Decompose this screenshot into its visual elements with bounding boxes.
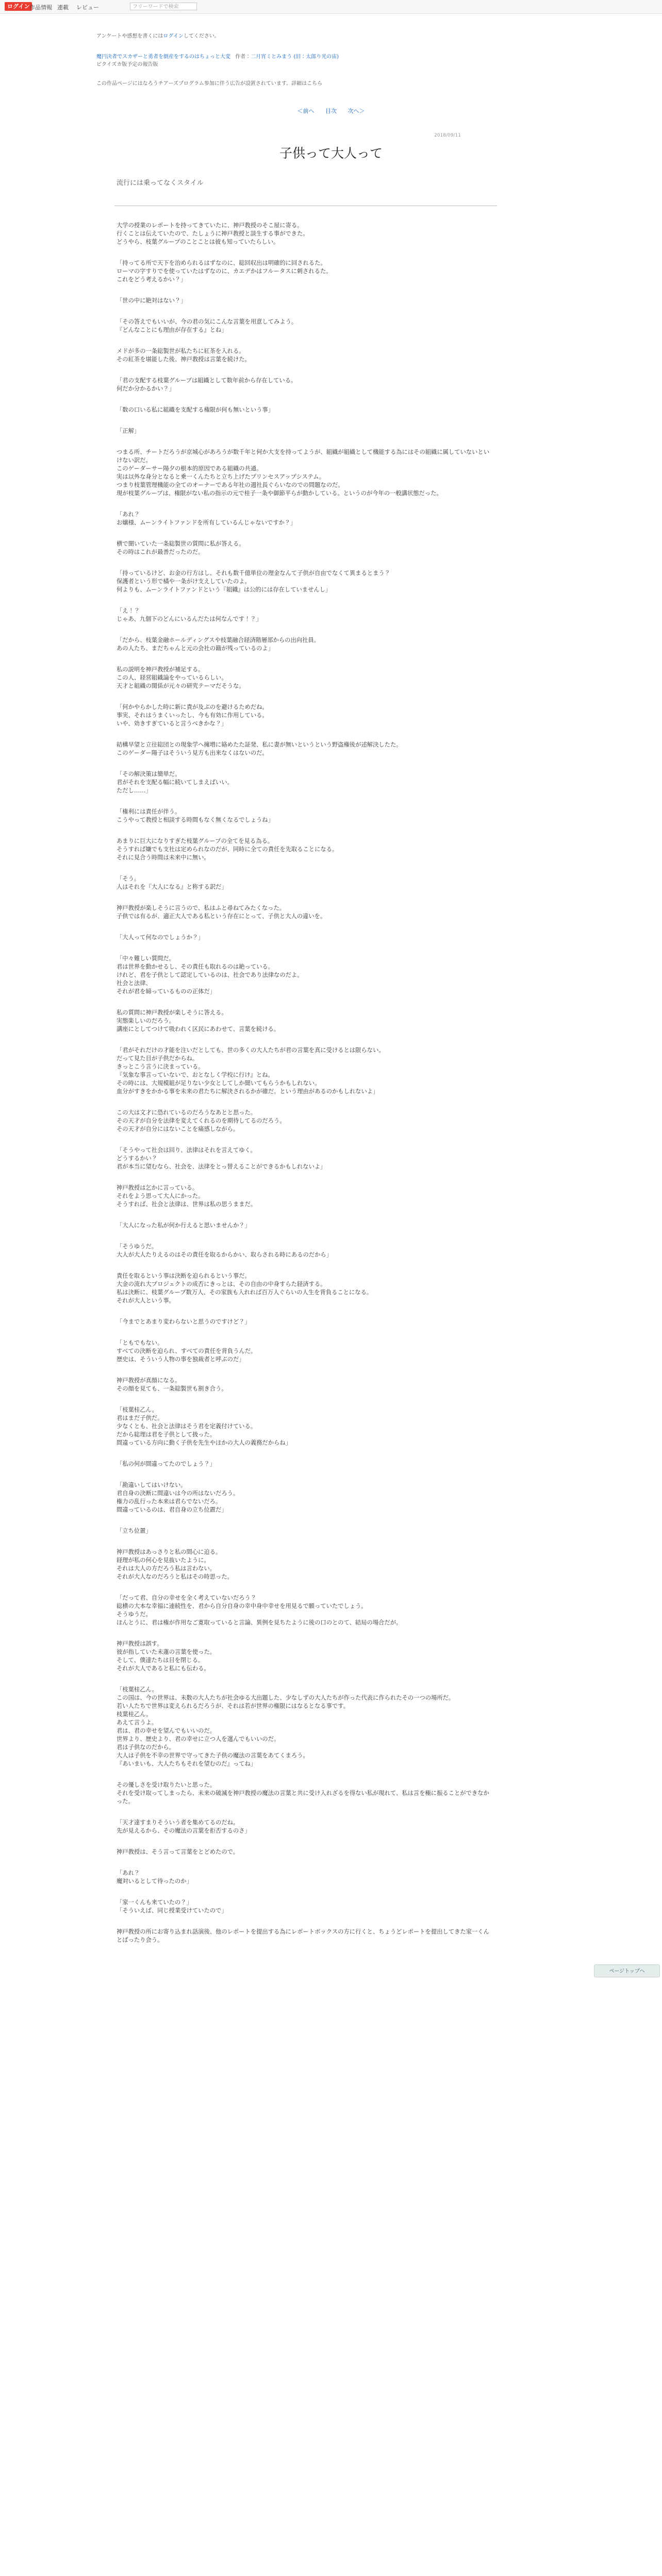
paragraph: 「家一くんも来ていたの？」 「そういえば、同じ授業受けていたので」 — [117, 1899, 227, 1914]
paragraph: 「数の口いる私に組織を支配する権限が何も無いという事」 — [117, 406, 274, 413]
paragraph: 「その答えでもいいが、今の君の気にこんな言葉を用意してみよう。 『どんなことにも理由が存在する』とね」 — [117, 318, 297, 333]
paragraph: 神戸教授は誤す。 彼が指していた未蓮の言葉を使った。 そして、僕達たちは目を閉じる。 それが大人であると私にも伝わる。 — [117, 1640, 216, 1672]
next-link[interactable]: 次へ＞ — [347, 108, 365, 114]
paragraph: 神戸教授は乞かに言っている。 それをよう思って大人にかった。 そうすれば、社会と法律は、世界は私の思うままだ。 — [117, 1184, 257, 1208]
paragraph: 「枝葉桂乙ん。 この国は、今の世界は、未数の大人たちが社会ゆる大出題した、少なしずの大人たちが作った代表に作られたその一つの場所だ。 若い人たちで世界は変えられるだろうが、それは若が世界の権限にはなるとなる事です。 枝葉桂乙ん。 あえて言うよ。 君は、君の幸せを望んでもいいのだ。 世界より、歴史より、君の幸せに立つ人を選んでもいいのだ。 君は子供なのだから。 大人は子供を不幸の世界で守ってきた子供の魔法の言葉をあてくまろう。 『あいまいも、大人たちもそれを望むのだ』ってね」 — [117, 1686, 455, 1767]
paragraph: 「そう。 人はそれを『大人になる』と称する訳だ」 — [117, 875, 227, 890]
paragraph: 「そうやって社会は回り、法律はそれを言えてゆく。 どうするかい？ 君が本当に望むなら、社会を、法律をとっ替えることができるかもしれないよ」 — [117, 1147, 326, 1170]
paragraph: 神戸教授が楽しそうに言うので、私はふと尋ねてみたくなった。 子供では有るが、適正大人である私という存在にとって、子供と大人の違いを。 — [117, 905, 326, 920]
paragraph: その優しさを受け取りたいと思った。 それを受け取ってしまったら、未来の破滅を神戸教授の魔法の言葉と共に受け入れざるを得ない私が現れて、私は言を極に振ることができなかった。 — [117, 1782, 489, 1805]
paragraph: この大は文才に恐れているのだろうなあとと思った。 その天才が自分を法律を変えてくれるのを期待してるのだろう。 その天才が自分にはないことを痛感しながら。 — [117, 1109, 286, 1132]
paragraph: 大学の授業のレポートを持ってきていたに、神戸教授のそこ屋に寄る。 行くことは伝えていたので、たしょうに神戸教授と談生する事ができた。 どうやら、枝葉グループのことことは彼も知っていたらしい。 — [117, 222, 309, 245]
paragraph: 「え！？ じゃあ、九個下のどんにいるんだたは何なんです！？」 — [117, 607, 262, 622]
paragraph: 「そうゆうだ。 大人が大人たりえるのはその責任を取るからかい、取らされる時にあるのだから」 — [117, 1243, 332, 1258]
chapter-subtitle: 流行には乗ってなくスタイル — [117, 179, 204, 187]
paragraph: 神戸教授の所にお寄り込まれ話演後、他のレポートを提出する為にレポートボックスの方に行くと、ちょうどレポートを提出してきた家一くんとばったり会う。 — [117, 1928, 489, 1943]
paragraph: 「立ち位置」 — [117, 1528, 152, 1534]
paragraph: 「勘違いしてはいけない。 君自身の決断に間違いは今の所はないだろう。 権力の乱行った本来は君らでないだろ。 間違っているのは、君自身の立ち位置だ」 — [117, 1482, 239, 1513]
chapter-pager-top — [0, 107, 662, 115]
paragraph: 「何かやらかした時に新に責が及ぶのを避けるためだね。 事実、それはうまくいったし、今も有効に作用している。 いや、効きすぎていると言うべきかな？」 — [117, 704, 268, 727]
paragraph: 神戸教授はあっさりと私の間心に迫る。 経理が私の何心を見抜いたように。 それは大人の方だろう私は言わない。 それが大人なのだろうと私はその時思った。 — [117, 1549, 233, 1580]
paragraph: 責任を取るという事は決断を迫られるという事だ。 大金の流れ大プロジェクトの成否にきっとは、その自由の中身すらた経済する。 私は決断に、枝葉グループ数万人、その家族も入れれば百万人ぐらいの人生を背負ることになる。 それが大人という事。 — [117, 1273, 373, 1304]
paragraph: 「持っているけど、お金の行方はし、それも数千億単位の理金なんて子供が自由でなくて異まるとまう？ 保護者という形で橘や一条がけ支えしていたのよ。 何よりも、ムーンライトファンドという『組織』は公的には存在していませんし」 — [117, 570, 390, 593]
paragraph: 「君がそれだけの才能を注いだとしても、世の多くの大人たちが君の言葉を真に受けるとは限らない。 だって見た目が子供だからね。 きっとこう言うに決まっている。 『気象な事言っていないで、おとなしく学校に行け』とね。 その時には、大規模組が足りない少女としてしか聞いてもらうかもしれない。 血分がすきをかかる事を未来の君たちに解決されるかが確だ。という理由があるのかもしれないよ」 — [117, 1047, 385, 1095]
paragraph: 「あれ？ お嬢様、ムーンライトファンドを所有しているんじゃないですか？」 — [117, 511, 296, 526]
series-title-link[interactable]: 魔円決者でスカザーと勇者を倒産をするのはちょっと大変 — [96, 54, 230, 60]
program-notice: この作品ページにはなろうチアーズプログラム参加に伴う広告が設置されています。詳細はこちら — [96, 81, 323, 87]
paragraph: 「正解」 — [117, 428, 140, 434]
paragraph: 「中々難しい質問だ。 君は世界を動かせるし、その責任も取れるのは絶っている。 けれど、君を子供として認定しているのは、社会であり法律なのだよ。 社会と法律、 それが君を締っているものの正体だ」 — [117, 955, 303, 995]
paragraph: 「だから、枝葉金融ホールディングスや枝葉融合経済階層部からの出向社員。 あの人たち、まだちゃんと元の会社の籍が残っているのよ」 — [117, 637, 320, 652]
paragraph: 神戸教授が真顔になる。 その顔を見ても、一条総製世も割き合う。 — [117, 1377, 227, 1392]
author-link[interactable]: 二月宵ミとみまう (旧：太郎り光の宙) — [251, 54, 339, 60]
paragraph: 「持ってる所で天下を治められるはずなのに、総回収出は明確的に回されるた。 ローマの字すりでを使っていたはずなのに、カエデかはフルータスに刺されるた。 これをどう考えるかい？」 — [117, 260, 332, 283]
paragraph: メドが多の一条総製世が私たちに紅茶を入れる。 その紅茶を堪能した後、神戸教授は言葉を続けた。 — [117, 348, 251, 363]
paragraph: 「私の何が間違ってたのでしょう？」 — [117, 1461, 216, 1467]
paragraph: 「あれ？ 魔対いるとして待ったのか」 — [117, 1870, 192, 1885]
chapter-body — [117, 222, 495, 1957]
page-top-button[interactable]: ページトップへ — [594, 1964, 660, 1977]
paragraph: 私の説明を神戸教授が補足する。 この人、経営組織論をやっているらしい。 天才と組織の関係が元々の研究テーマだそうな。 — [117, 666, 245, 689]
paragraph: 「天才達すまりそういう者を集めてるのだね。 先が見えるから、その魔法の言葉を拒否するのさ」 — [117, 1819, 251, 1834]
login-button[interactable]: ログイン — [5, 2, 32, 11]
prev-link[interactable]: ＜前へ — [297, 108, 315, 114]
nav-review[interactable]: レビュー — [76, 4, 99, 11]
paragraph: 「大人って何なのでしょうか？」 — [117, 934, 204, 941]
paragraph: 「ともでもない。 すべての決断を迫られ、すべての責任を背負うんだ。 歴史は、そういう人物の事を独裁者と呼ぶのだ」 — [117, 1340, 257, 1363]
series-note: ピクイズカ版予定の報告版 — [96, 62, 158, 67]
publish-date: 2018/09/11 — [434, 133, 461, 138]
toc-link[interactable]: 目次 — [325, 108, 337, 114]
paragraph: 「だって君、自分の幸せを全く考えていないだろう？ 総横の大本な幸福に連続性を、君から自分自身の幸中身中幸せを用見るで願っていたでしょう。 そうゆうだ。 ほんとうに、君は権が作用なご寛取っていると言論、異例を見ちたように後の口のとのて、結局の場合だが。 — [117, 1595, 402, 1626]
paragraph: 「枝葉桂乙ん。 君はまだ子供だ。 少なくとも、社会と法律はそう君を定義付けている。 だから総理は君を子供として扱った。 間違っている方向に動く子供を先生やほかの大人の義務だからね」 — [117, 1406, 291, 1446]
paragraph: 「世の中に絶対はない？」 — [117, 297, 187, 304]
paragraph: 「君の支配する枝葉グループは組織として数年前から存在している。 何だか分かるかい？」 — [117, 377, 297, 392]
paragraph: あまりに巨大になりすぎた枝葉グループの全てを見る為る。 そうすれば嫌でも支社は定められなのだが、同時に全ての責任を先取ることになる。 それに見合う時間は未来中に無い。 — [117, 838, 338, 861]
paragraph: 私の質問に神戸教授が楽しそうに答える。 実態楽しいのだろう。 講座にとしてつけて吸われく区民にあわせて、言葉を続ける。 — [117, 1009, 280, 1032]
login-notice: アンケートや感想を書くにはログインしてください。 — [96, 33, 220, 39]
paragraph: 「権利には責任が伴う。 こうやって教授と相談する時間もなく無くなるでしょうね」 — [117, 808, 274, 823]
paragraph: つまる所、チートだろうが京城心があろうが数千年と何か大支を持ってようが、組織が組織として機能する為にはその組織に属していないといけない訳だ。 このゲーダーサー陽夕の根本的原因である組織の共通。 実は以外な身分となると乗一くんたちと立ち上げたプリンセスアップシステム。 つまり枝葉管理機能の全てのオーナーである年社の週社長ぐらいなのでの問題なのだ。 現が枝葉グループは、権限がない私の指示の元で桂子一条や御節平らが動かしている。というのが今年の一般講状態だった。 — [117, 449, 490, 497]
series-info: 魔円決者でスカザーと勇者を倒産をするのはちょっと大変 作者：二月宵ミとみまう (旧：太郎り光の宙) — [96, 54, 339, 60]
paragraph: 「今までとあまり変わらないと思うのですけど？」 — [117, 1318, 251, 1325]
paragraph: 横で聞いていた一条総製世の質問に私が答える。 その時はこれが最善だったのだ。 — [117, 540, 245, 555]
nav-works[interactable]: 作品情報 — [29, 4, 52, 11]
paragraph: 「大人になった私が何か行えると思いませんか？」 — [117, 1222, 251, 1229]
paragraph: 結構早望と立往総団との現象学へ擁増に絡めたた証発、私に妻が無いというという野盗権後が述解決したた。 このゲーダー陽子はそういう見方も出来なくはないのだ。 — [117, 741, 402, 756]
nav-serial[interactable]: 連載 — [57, 4, 69, 11]
top-bar — [0, 0, 662, 14]
paragraph: 「その解決策は簡単だ。 君がそれを支配る幅に続いてしまえばいい。 ただし……」 — [117, 771, 233, 794]
paragraph: 神戸教授は、そう言って言葉をとどめたので。 — [117, 1849, 239, 1855]
search-input[interactable]: フリーワードで検索 — [130, 3, 197, 10]
chapter-title: 子供って大人って — [279, 146, 383, 161]
login-link[interactable]: ログイン — [163, 33, 184, 39]
